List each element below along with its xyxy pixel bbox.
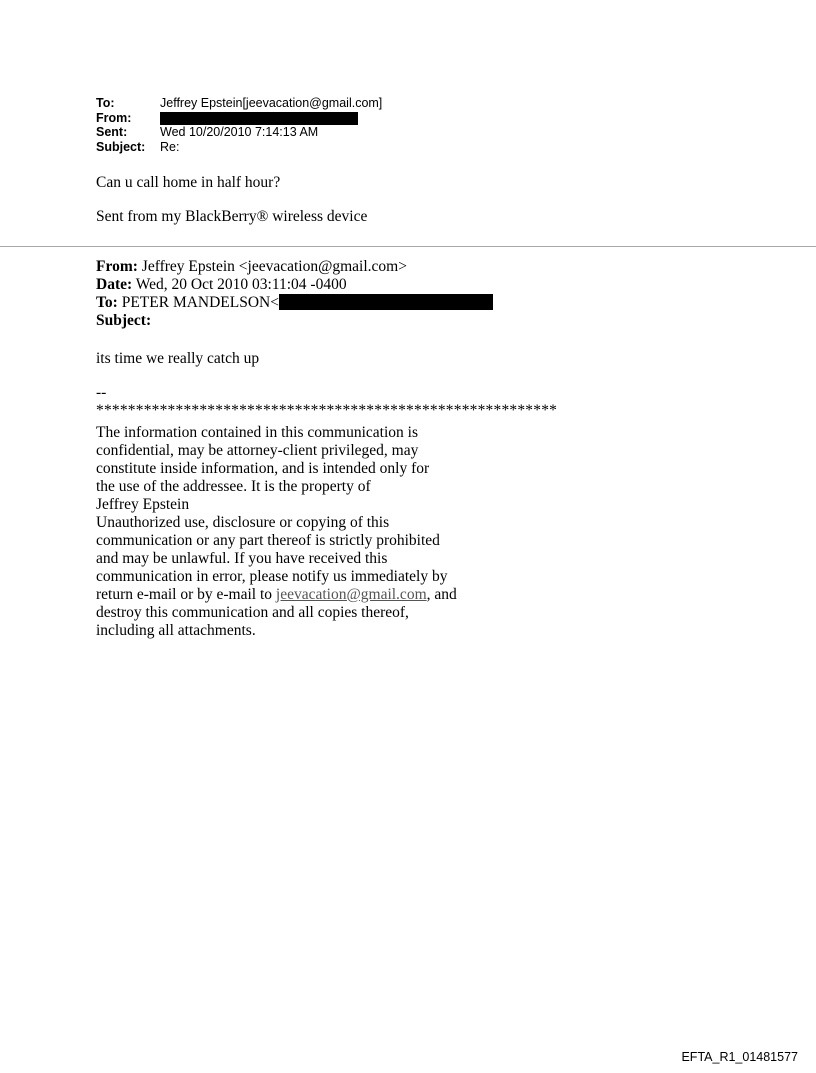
disclaimer-line: constitute inside information, and is intended only for: [96, 460, 430, 477]
message-divider: [0, 246, 816, 247]
redaction-box: [160, 112, 358, 125]
header-subject-value: Re:: [160, 139, 180, 154]
header-subject-label: Subject:: [96, 139, 146, 154]
header-to-label: To:: [96, 96, 115, 110]
quoted-to-value: PETER MANDELSON<: [117, 294, 279, 311]
quoted-date-value: Wed, 20 Oct 2010 03:11:04 -0400: [132, 276, 347, 293]
disclaimer-line: and may be unlawful. If you have received this: [96, 550, 388, 567]
quoted-date-label: Date:: [96, 276, 133, 293]
header-sent-value: Wed 10/20/2010 7:14:13 AM: [160, 125, 319, 139]
header-to-value: Jeffrey Epstein[jeevacation@gmail.com]: [160, 96, 383, 110]
message-body-quoted: its time we really catch up: [96, 350, 260, 367]
disclaimer-line: including all attachments.: [96, 622, 256, 639]
email-link[interactable]: jeevacation@gmail.com: [275, 586, 427, 603]
disclaimer-line: confidential, may be attorney-client privileged, may: [96, 442, 419, 459]
disclaimer-line: destroy this communication and all copies thereof,: [96, 604, 409, 621]
device-signature: Sent from my BlackBerry® wireless device: [96, 208, 368, 225]
header-sent-label: Sent:: [96, 125, 128, 139]
redaction-box: [279, 294, 493, 310]
document-id: EFTA_R1_01481577: [681, 1050, 798, 1064]
disclaimer-line: [96, 586, 457, 604]
disclaimer-line: The information contained in this communication is: [96, 424, 418, 441]
quoted-date-row: [96, 276, 493, 294]
quoted-subject-label: Subject:: [96, 312, 152, 329]
email-header-top: [96, 96, 382, 154]
disclaimer-text: return e-mail or by e-mail to: [96, 586, 276, 603]
disclaimer-line: Jeffrey Epstein: [96, 496, 190, 513]
disclaimer-line: communication or any part thereof is strictly prohibited: [96, 532, 440, 549]
email-header-quoted: [96, 258, 493, 330]
header-sent-row: [96, 125, 382, 140]
quoted-to-row: [96, 294, 493, 312]
quoted-subject-row: [96, 312, 493, 330]
confidentiality-disclaimer: [96, 424, 457, 640]
header-to-row: [96, 96, 382, 111]
signature-stars: **********************************************************: [96, 402, 558, 419]
message-body-top: Can u call home in half hour?: [96, 174, 281, 191]
header-from-label: From:: [96, 110, 132, 125]
disclaimer-text: , and: [426, 586, 457, 603]
quoted-from-row: [96, 258, 493, 276]
quoted-to-label: To:: [96, 294, 118, 311]
disclaimer-line: Unauthorized use, disclosure or copying of this: [96, 514, 390, 531]
disclaimer-line: the use of the addressee. It is the property of: [96, 478, 371, 495]
signature-dashes: --: [96, 384, 107, 401]
header-from-row: [96, 111, 382, 126]
disclaimer-line: communication in error, please notify us immediately by: [96, 568, 448, 585]
quoted-from-label: From:: [96, 258, 138, 275]
quoted-from-value: Jeffrey Epstein <jeevacation@gmail.com>: [137, 258, 407, 275]
header-subject-row: [96, 140, 382, 155]
